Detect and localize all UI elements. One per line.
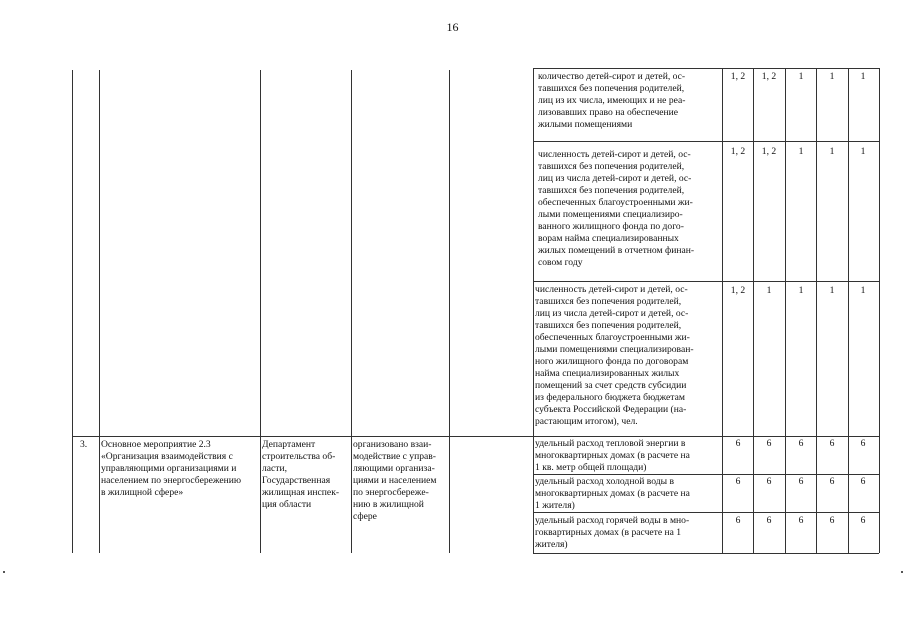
indicator-line: численность детей-сирот и детей, ос- — [535, 284, 688, 295]
indicator-line: лизовавших право на обеспечение — [538, 107, 679, 118]
executor-line: ласти, — [262, 463, 288, 474]
indicator-line: тавшихся без попечения родителей, — [535, 320, 682, 331]
value: 1, 2 — [730, 146, 746, 157]
value: 1 — [829, 71, 835, 82]
value: 6 — [860, 438, 866, 449]
indicator-line: жителя) — [535, 539, 568, 550]
indicator-line: численность детей-сирот и детей, ос- — [538, 149, 691, 160]
indicator-line: обеспеченных благоустроенными жи- — [535, 332, 690, 343]
indicator-line: ворам найма специализированных — [538, 233, 679, 244]
executor-line: жилищная инспек- — [262, 487, 340, 498]
indicator-line: тавшихся без попечения родителей, — [538, 83, 685, 94]
value: 1 — [829, 285, 835, 296]
result-line: по энергосбереже- — [353, 487, 429, 498]
activity-name-line: в жилищной сфере» — [101, 487, 184, 498]
value: 1 — [860, 285, 866, 296]
indicator-line: растающим итогом), чел. — [535, 416, 638, 427]
indicator-line: из федерального бюджета бюджетам — [535, 392, 685, 403]
value: 6 — [735, 438, 741, 449]
value: 6 — [766, 476, 772, 487]
value: 6 — [766, 438, 772, 449]
scan-mark — [3, 571, 5, 573]
value: 6 — [798, 515, 804, 526]
indicator-line: жилых помещений в отчетном финан- — [538, 245, 695, 256]
result-line: сфере — [353, 511, 377, 522]
indicator-line: удельный расход горячей воды в мно- — [535, 515, 690, 526]
indicator-line: количество детей-сирот и детей, ос- — [538, 71, 686, 82]
indicator-line: тавшихся без попечения родителей, — [538, 185, 685, 196]
indicator-line: тавшихся без попечения родителей, — [538, 161, 685, 172]
activity-number: 3. — [80, 439, 88, 450]
indicator-line: многоквартирных домах (в расчете на — [535, 488, 690, 499]
value: 6 — [798, 476, 804, 487]
executor-line: Государственная — [262, 475, 331, 486]
result-line: циями и населением — [353, 475, 437, 486]
value: 1, 2 — [730, 285, 746, 296]
indicator-line: удельный расход холодной воды в — [535, 476, 675, 487]
indicator-line: обеспеченных благоустроенными жи- — [538, 197, 693, 208]
value: 1, 2 — [761, 71, 777, 82]
indicator-line: ванного жилищного фонда по дого- — [538, 221, 684, 232]
value: 1 — [766, 285, 772, 296]
indicator-line: лиц из числа детей-сирот и детей, ос- — [535, 308, 689, 319]
activity-name-line: населением по энергосбережению — [101, 475, 242, 486]
value: 6 — [860, 515, 866, 526]
activity-name-line: Основное мероприятие 2.3 — [101, 439, 211, 450]
value: 1, 2 — [730, 71, 746, 82]
value: 1 — [798, 146, 804, 157]
value: 1, 2 — [761, 146, 777, 157]
value: 1 — [798, 285, 804, 296]
value: 6 — [735, 515, 741, 526]
indicator-line: совом году — [538, 257, 583, 268]
indicator-line: субъекта Российской Федерации (на- — [535, 404, 687, 415]
value: 1 — [860, 71, 866, 82]
indicator-line: помещений за счет средств субсидии — [535, 380, 687, 391]
scan-mark — [901, 571, 903, 573]
indicator-line: жилыми помещениями — [538, 119, 633, 130]
indicator-line: лиц из их числа, имеющих и не реа- — [538, 95, 686, 106]
indicator-line: многоквартирных домах (в расчете на — [535, 450, 690, 461]
value: 6 — [798, 438, 804, 449]
activity-name-line: «Организация взаимодействия с — [101, 451, 233, 462]
value: 6 — [829, 476, 835, 487]
indicator-line: удельный расход тепловой энергии в — [535, 438, 686, 449]
executor-line: Департамент — [262, 439, 316, 450]
indicator-line: ного жилищного фонда по договорам — [535, 356, 689, 367]
indicator-line: гоквартирных домах (в расчете на 1 — [535, 527, 682, 538]
indicator-line: лыми помещениями специализирован- — [535, 344, 694, 355]
value: 6 — [829, 438, 835, 449]
page-number: 16 — [446, 20, 459, 34]
value: 6 — [735, 476, 741, 487]
executor-line: ция области — [262, 499, 312, 510]
value: 6 — [860, 476, 866, 487]
result-line: модействие с управ- — [353, 451, 437, 462]
value: 6 — [829, 515, 835, 526]
indicator-line: тавшихся без попечения родителей, — [535, 296, 682, 307]
indicator-line: лыми помещениями специализиро- — [538, 209, 683, 220]
result-line: организовано взаи- — [353, 439, 432, 450]
value: 1 — [860, 146, 866, 157]
indicator-line: 1 кв. метр общей площади) — [535, 462, 647, 473]
indicator-line: 1 жителя) — [535, 500, 575, 511]
executor-line: строительства об- — [262, 451, 336, 462]
value: 1 — [798, 71, 804, 82]
result-line: нию в жилищной — [353, 499, 424, 510]
value: 1 — [829, 146, 835, 157]
indicator-line: найма специализированных жилых — [535, 368, 680, 379]
value: 6 — [766, 515, 772, 526]
activity-name-line: управляющими организациями и — [101, 463, 237, 474]
indicator-line: лиц из числа детей-сирот и детей, ос- — [538, 173, 692, 184]
result-line: ляющими организа- — [353, 463, 435, 474]
